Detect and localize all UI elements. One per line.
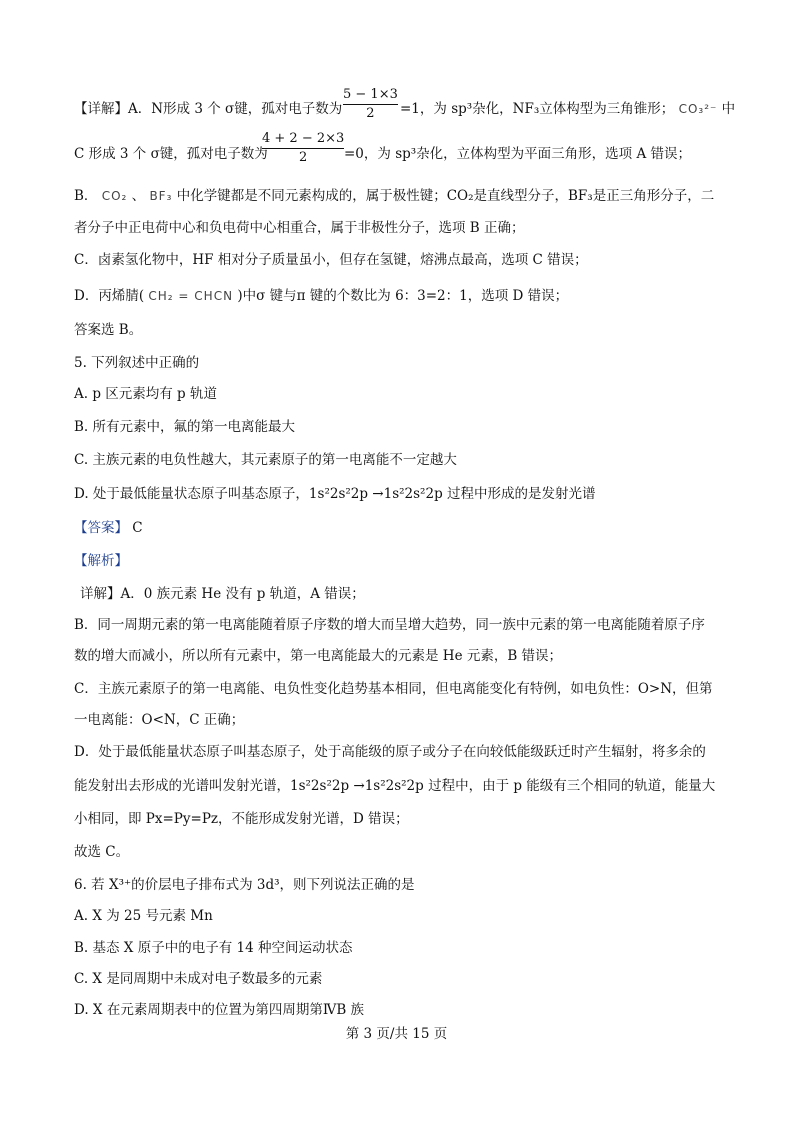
analysis-tag: 【解析】 — [74, 553, 128, 569]
q4-line-2 — [74, 145, 268, 163]
q4-line-1-b — [400, 100, 735, 118]
fraction-1-numerator: 5 − 1×3 — [343, 87, 398, 102]
fraction-2 — [262, 131, 344, 166]
q5-analysis-9: 故选 C。 — [74, 844, 130, 860]
q6-option-c: C. X 是同周期中未成对电子数最多的元素 — [74, 971, 323, 987]
fraction-2-denominator: 2 — [299, 150, 308, 165]
q5-analysis-5: 一电离能：O<N，C 正确； — [74, 712, 245, 728]
q5-analysis-tag — [74, 552, 128, 570]
q5-analysis-1: 详解】A．0 族元素 He 没有 p 轨道，A 错误； — [80, 586, 365, 602]
fraction-2-bar — [262, 148, 344, 149]
fraction-2-numerator: 4 + 2 − 2×3 — [262, 131, 345, 146]
q5-analysis-7: 能发射出去形成的光谱叫发射光谱，1s²2s²2p →1s²2s²2p 过程中，由于 p 能级有三个相同的轨道，能量大 — [74, 778, 716, 794]
q5-option-c: C. 主族元素的电负性越大，其元素原子的第一电离能不一定越大 — [74, 452, 457, 468]
acrylonitrile-formula: CH₂ = CHCN — [148, 289, 234, 303]
q4-line1-text-a: 【详解】A．N形成 3 个 σ键，孤对电子数为 — [74, 101, 343, 117]
q4-line-4: 者分子中正电荷中心和负电荷中心相重合，属于非极性分子，选项 B 正确； — [74, 220, 525, 236]
co2-formula: CO₂ — [101, 189, 128, 203]
q5-analysis-6: D．处于最低能量状态原子叫基态原子，处于高能级的原子或分子在向较低能级跃迁时产生辐射，将多余的 — [74, 744, 706, 760]
fraction-1 — [343, 87, 398, 122]
q4-line3-text-a: B． — [74, 188, 98, 204]
q5-answer — [74, 519, 143, 537]
q5-analysis-3: 数的增大而减小，所以所有元素中，第一电离能最大的元素是 He 元素，B 错误； — [74, 648, 563, 664]
answer-tag: 【答案】 — [74, 520, 128, 536]
q6-stem: 6. 若 X³⁺的价层电子排布式为 3d³，则下列说法正确的是 — [74, 877, 415, 893]
q4-line3-text-b: 中化学键都是不同元素构成的，属于极性键；CO₂是直线型分子，BF₃是正三角形分子，二 — [176, 188, 715, 204]
q5-option-a: A. p 区元素均有 p 轨道 — [74, 386, 217, 402]
q4-line3-sep: 、 — [131, 188, 146, 204]
q4-line6-text-b: )中σ 键与π 键的个数比为 6：3=2：1，选项 D 错误； — [237, 288, 569, 304]
q4-line-2-b — [344, 145, 691, 163]
q6-option-a: A. X 为 25 号元素 Mn — [74, 908, 213, 924]
q4-answer-line: 答案选 B。 — [74, 322, 143, 338]
q5-analysis-8: 小相同，即 Px=Py=Pz，不能形成发射光谱，D 错误； — [74, 811, 409, 827]
q5-stem: 5. 下列叙述中正确的 — [74, 355, 200, 371]
q4-line-6 — [74, 287, 568, 305]
q5-option-b: B. 所有元素中，氟的第一电离能最大 — [74, 419, 296, 435]
bf3-formula: BF₃ — [149, 189, 173, 203]
q4-line-5: C．卤素氢化物中，HF 相对分子质量虽小，但存在氢键，熔沸点最高，选项 C 错误； — [74, 252, 588, 268]
q6-option-b: B. 基态 X 原子中的电子有 14 种空间运动状态 — [74, 940, 353, 956]
fraction-1-bar — [343, 104, 398, 105]
q4-line-3 — [74, 187, 714, 205]
co3-formula: CO₃²⁻ — [678, 102, 718, 116]
q5-analysis-4: C．主族元素原子的第一电离能、电负性变化趋势基本相同，但电离能变化有特例，如电负性：O>N，但第 — [74, 681, 713, 697]
page-footer: 第 3 页/共 15 页 — [345, 1026, 448, 1042]
q5-option-d: D. 处于最低能量状态原子叫基态原子，1s²2s²2p →1s²2s²2p 过程中形成的是发射光谱 — [74, 486, 596, 502]
q4-line2-text-b: =0，为 sp³杂化，立体构型为平面三角形，选项 A 错误； — [344, 146, 692, 162]
answer-value: C — [132, 520, 143, 536]
q5-analysis-2: B．同一周期元素的第一电离能随着原子序数的增大而呈增大趋势，同一族中元素的第一电离能随着原子序 — [74, 617, 705, 633]
q4-line2-text-a: C 形成 3 个 σ键，孤对电子数为 — [74, 146, 268, 162]
fraction-1-denominator: 2 — [366, 106, 375, 121]
q6-option-d: D. X 在元素周期表中的位置为第四周期第ⅣB 族 — [74, 1002, 365, 1018]
q4-line-1 — [74, 100, 342, 118]
q4-line1-text-b: =1，为 sp³杂化，NF₃立体构型为三角锥形； — [400, 101, 675, 117]
q4-line6-text-a: D．丙烯腈( — [74, 288, 145, 304]
q4-line1-text-c: 中 — [721, 101, 736, 117]
